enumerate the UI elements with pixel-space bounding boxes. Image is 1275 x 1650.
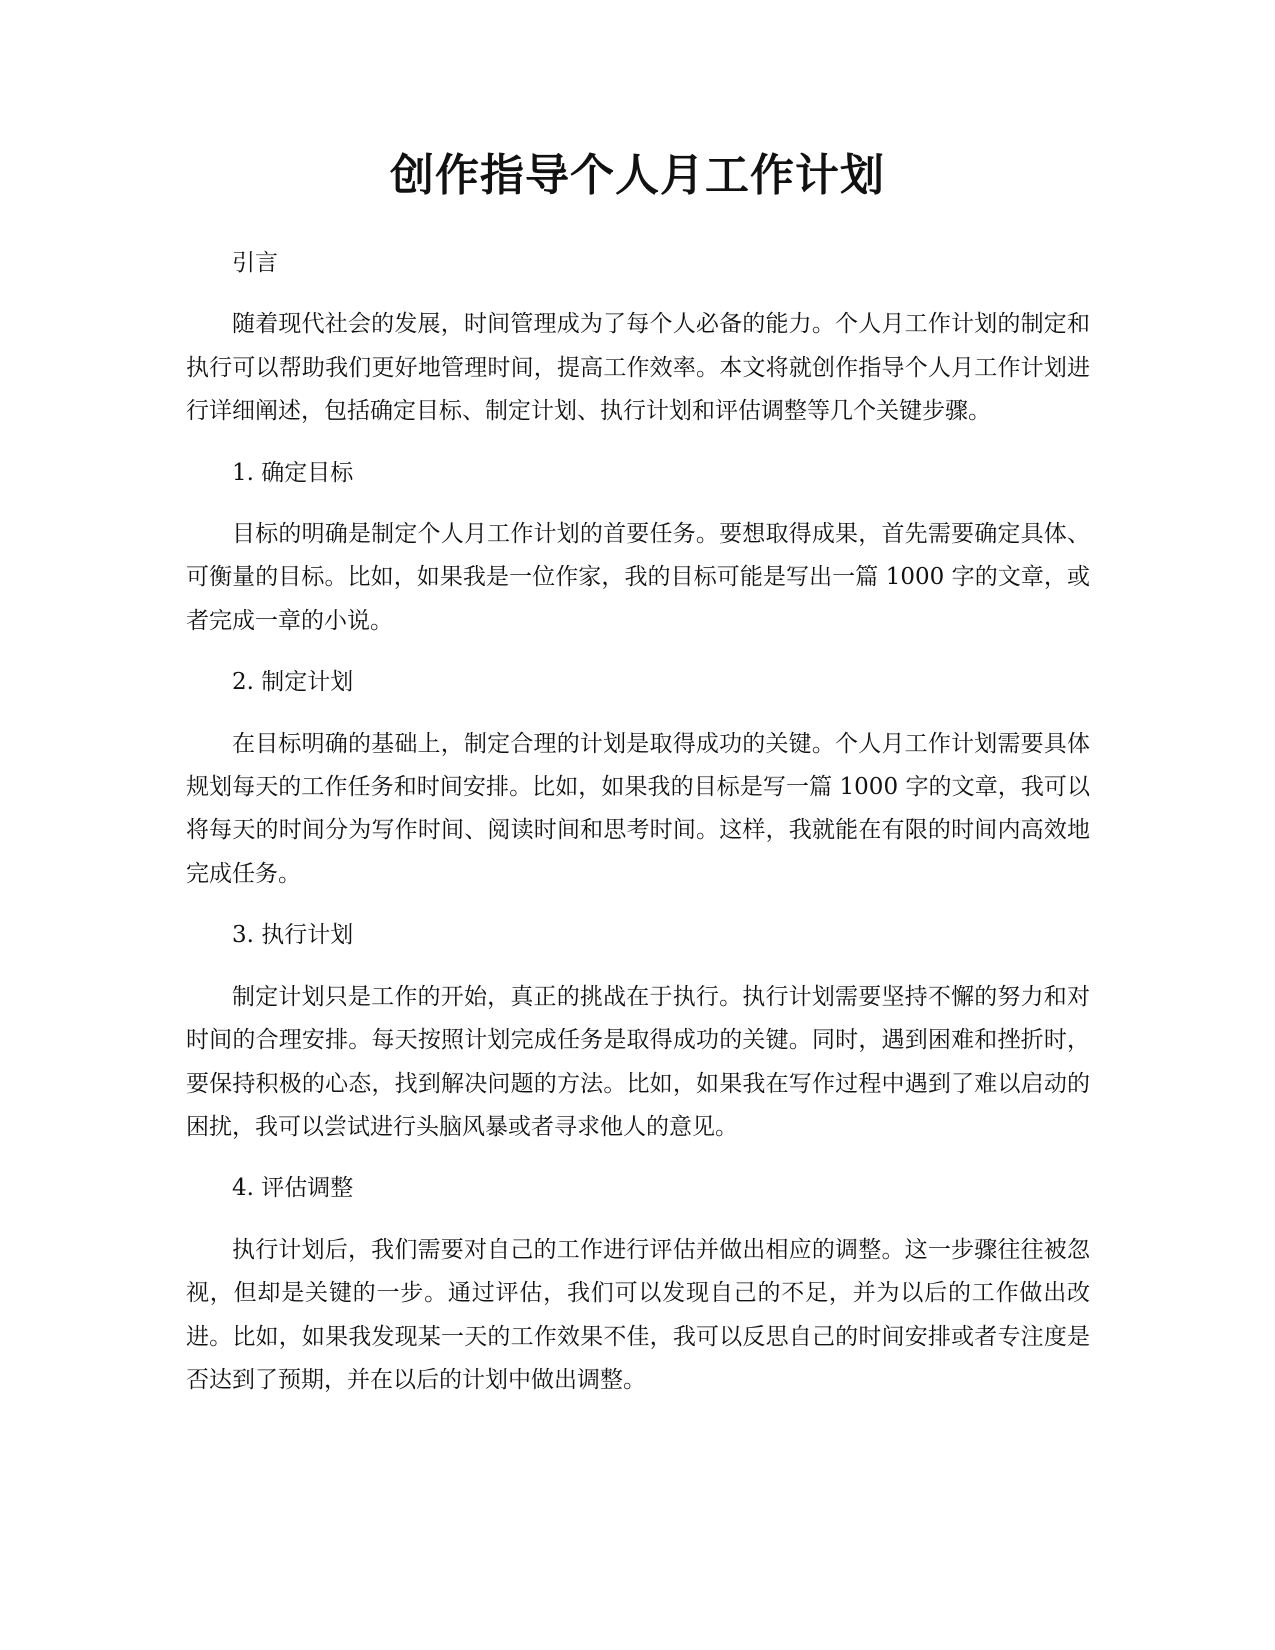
section-heading-execution: 3. 执行计划: [232, 922, 354, 949]
paragraph-goals: 目标的明确是制定个人月工作计划的首要任务。要想取得成果，首先需要确定具体、可衡量的目标。比如，如果我是一位作家，我的目标可能是写出一篇 1000 字的文章，或者完成一章的小说。: [186, 521, 1090, 634]
section-heading-planning: 2. 制定计划: [232, 669, 354, 696]
section-heading-intro: 引言: [232, 250, 278, 276]
document-title: 创作指导个人月工作计划: [390, 150, 885, 201]
paragraph-intro: 随着现代社会的发展，时间管理成为了每个人必备的能力。个人月工作计划的制定和执行可以帮助我们更好地管理时间，提高工作效率。本文将就创作指导个人月工作计划进行详细阐述，包括确定目标、制定计划、执行计划和评估调整等几个关键步骤。: [186, 311, 1090, 425]
paragraph-evaluation: 执行计划后，我们需要对自己的工作进行评估并做出相应的调整。这一步骤往往被忽视，但却是关键的一步。通过评估，我们可以发现自己的不足，并为以后的工作做出改进。比如，如果我发现某一天的工作效果不佳，我可以反思自己的时间安排或者专注度是否达到了预期，并在以后的计划中做出调整。: [186, 1236, 1090, 1393]
section-heading-goals: 1. 确定目标: [232, 459, 354, 486]
document-body: [186, 242, 1090, 1420]
paragraph-planning: 在目标明确的基础上，制定合理的计划是取得成功的关键。个人月工作计划需要具体规划每天的工作任务和时间安排。比如，如果我的目标是写一篇 1000 字的文章，我可以将每天的时间分为写作时间、阅读时间和思考时间。这样，我就能在有限的时间内高效地完成任务。: [186, 730, 1090, 887]
section-heading-evaluation: 4. 评估调整: [232, 1175, 354, 1202]
paragraph-execution: 制定计划只是工作的开始，真正的挑战在于执行。执行计划需要坚持不懈的努力和对时间的合理安排。每天按照计划完成任务是取得成功的关键。同时，遇到困难和挫折时，要保持积极的心态，找到解决问题的方法。比如，如果我在写作过程中遇到了难以启动的困扰，我可以尝试进行头脑风暴或者寻求他人的意见。: [186, 983, 1090, 1140]
